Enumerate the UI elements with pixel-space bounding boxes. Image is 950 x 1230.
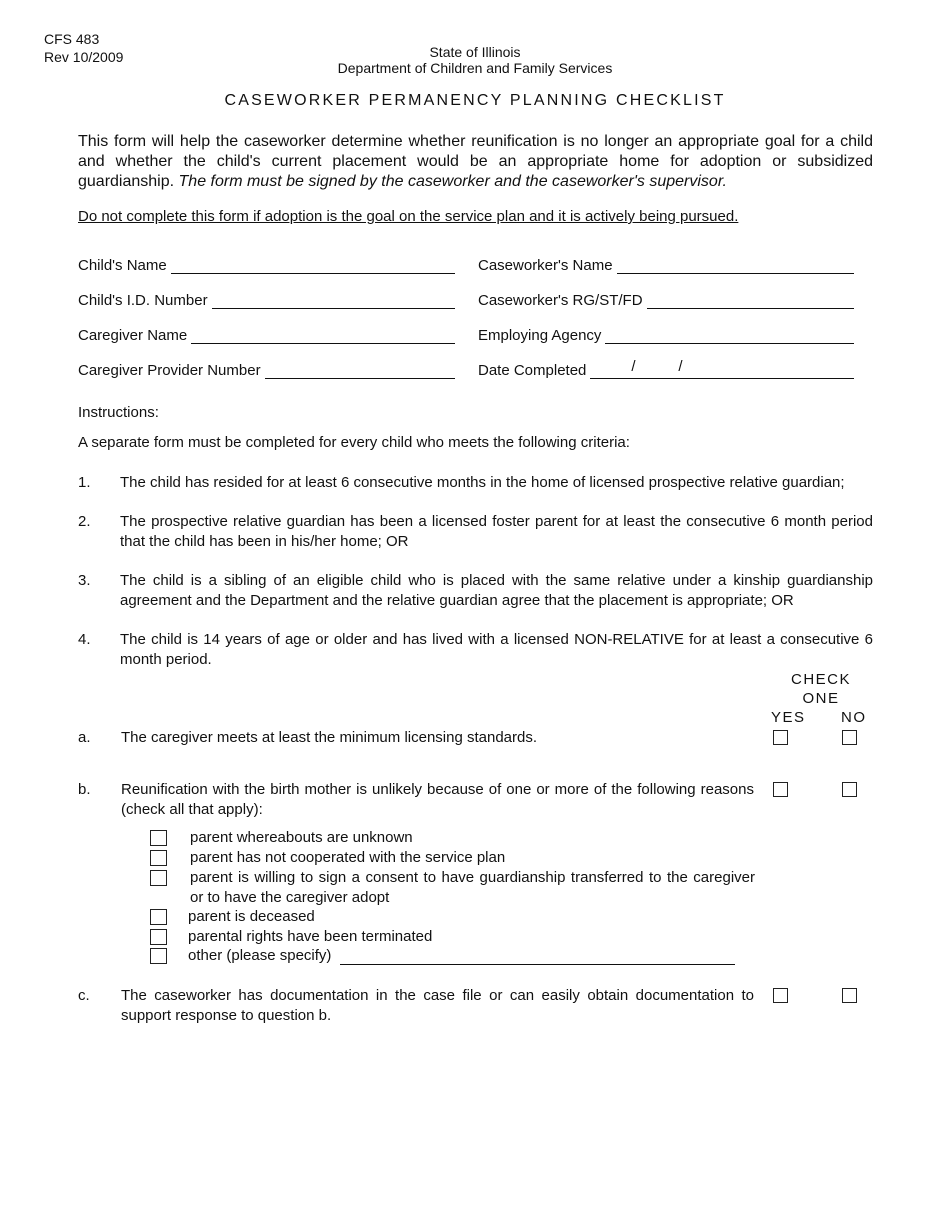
reason-checkbox[interactable] — [150, 948, 167, 964]
criterion-item — [78, 571, 873, 611]
caregiver-name-input[interactable] — [191, 325, 455, 344]
reason-text: other (please specify) — [188, 947, 332, 964]
caregiver-provider-number-input[interactable] — [265, 360, 455, 379]
date-completed-field[interactable] — [478, 357, 854, 379]
reason-text: parent has not cooperated with the service plan — [190, 849, 506, 866]
question-letter: c. — [78, 987, 90, 1004]
instructions-paragraph: A separate form must be completed for every child who meets the following criteria: — [78, 434, 630, 451]
question-text: The caseworker has documentation in the case file or can easily obtain documentation to support response to question b. — [121, 987, 754, 1024]
question-letter: b. — [78, 781, 91, 798]
caseworkers-name-field[interactable] — [478, 252, 854, 274]
question-letter: a. — [78, 729, 91, 746]
check-one-header — [780, 670, 862, 708]
caseworkers-rg-label: Caseworker's RG/ST/FD — [478, 292, 643, 309]
form-number: CFS 483 — [44, 31, 100, 47]
question-b-no-checkbox[interactable] — [842, 782, 857, 797]
date-slash-2: / — [678, 358, 683, 375]
caseworkers-name-label: Caseworker's Name — [478, 257, 613, 274]
caregiver-name-field[interactable] — [78, 322, 455, 344]
agency-header — [0, 44, 950, 76]
other-specify-input[interactable] — [340, 964, 735, 965]
state-name: State of Illinois — [429, 44, 521, 60]
warning-note: Do not complete this form if adoption is the goal on the service plan and it is actively being pursued. — [78, 208, 739, 225]
question-c-yes-checkbox[interactable] — [773, 988, 788, 1003]
question-b-yes-checkbox[interactable] — [773, 782, 788, 797]
childs-name-field[interactable] — [78, 252, 455, 274]
reason-text: parental rights have been terminated — [188, 928, 433, 945]
caseworkers-rg-input[interactable] — [647, 290, 854, 309]
question-c-no-checkbox[interactable] — [842, 988, 857, 1003]
childs-name-input[interactable] — [171, 255, 455, 274]
date-completed-label: Date Completed — [478, 362, 587, 379]
instructions-heading: Instructions: — [78, 404, 159, 421]
criterion-item — [78, 512, 873, 552]
reason-checkbox[interactable] — [150, 909, 167, 925]
childs-name-label: Child's Name — [78, 257, 167, 274]
reason-checkbox[interactable] — [150, 870, 167, 886]
employing-agency-label: Employing Agency — [478, 327, 602, 344]
reason-text: parent whereabouts are unknown — [190, 829, 413, 846]
criterion-text: The child has resided for at least 6 consecutive months in the home of licensed prospective relative guardian; — [120, 474, 845, 491]
childs-id-input[interactable] — [212, 290, 455, 309]
question-a-no-checkbox[interactable] — [842, 730, 857, 745]
intro-paragraph — [78, 132, 873, 192]
no-column-label: NO — [841, 709, 867, 726]
childs-id-label: Child's I.D. Number — [78, 292, 208, 309]
criterion-number: 2. — [78, 513, 91, 530]
caregiver-provider-number-field[interactable] — [78, 357, 455, 379]
criterion-text: The child is a sibling of an eligible child who is placed with the same relative under a kinship guardianship agreement and the Department and the relative guardian agree that the placement is appropriate; OR — [120, 572, 873, 609]
employing-agency-field[interactable] — [478, 322, 854, 344]
question-text: Reunification with the birth mother is unlikely because of one or more of the following reasons (check all that apply): — [121, 781, 754, 818]
intro-text: This form will help the caseworker determine whether reunification is no longer an appropriate goal for a child and whether the child's current placement would be an appropriate home for adoption or subsidized guardianship. — [78, 133, 873, 190]
caseworkers-rg-field[interactable] — [478, 287, 854, 309]
criterion-text: The child is 14 years of age or older and has lived with a licensed NON-RELATIVE for at least a consecutive 6 month period. — [120, 631, 873, 668]
caseworkers-name-input[interactable] — [617, 255, 854, 274]
intro-emphasis: The form must be signed by the caseworker and the caseworker's supervisor. — [178, 173, 727, 190]
reason-text: parent is deceased — [188, 908, 315, 925]
criterion-item — [78, 630, 873, 670]
one-label: ONE — [802, 690, 840, 707]
check-label: CHECK — [790, 671, 851, 688]
childs-id-field[interactable] — [78, 287, 455, 309]
page-title: CASEWORKER PERMANENCY PLANNING CHECKLIST — [224, 92, 726, 109]
caregiver-name-label: Caregiver Name — [78, 327, 188, 344]
department-name: Department of Children and Family Services — [337, 60, 613, 76]
reason-checkbox[interactable] — [150, 830, 167, 846]
question-a-yes-checkbox[interactable] — [773, 730, 788, 745]
form-revision: Rev 10/2009 — [44, 49, 124, 65]
reason-checkbox[interactable] — [150, 850, 167, 866]
criterion-text: The prospective relative guardian has been a licensed foster parent for at least the consecutive 6 month period that the child has been in his/her home; OR — [120, 513, 873, 550]
date-completed-input[interactable] — [590, 360, 854, 379]
criterion-item — [78, 473, 873, 493]
yes-column-label: YES — [771, 709, 806, 726]
question-text: The caregiver meets at least the minimum licensing standards. — [121, 729, 538, 746]
date-slash-1: / — [631, 358, 636, 375]
reason-checkbox[interactable] — [150, 929, 167, 945]
criterion-number: 3. — [78, 572, 91, 589]
caregiver-provider-number-label: Caregiver Provider Number — [78, 362, 261, 379]
reason-text: parent is willing to sign a consent to have guardianship transferred to the caregiver or to have the caregiver adopt — [190, 869, 755, 906]
criterion-number: 4. — [78, 631, 91, 648]
criterion-number: 1. — [78, 474, 91, 491]
employing-agency-input[interactable] — [605, 325, 854, 344]
